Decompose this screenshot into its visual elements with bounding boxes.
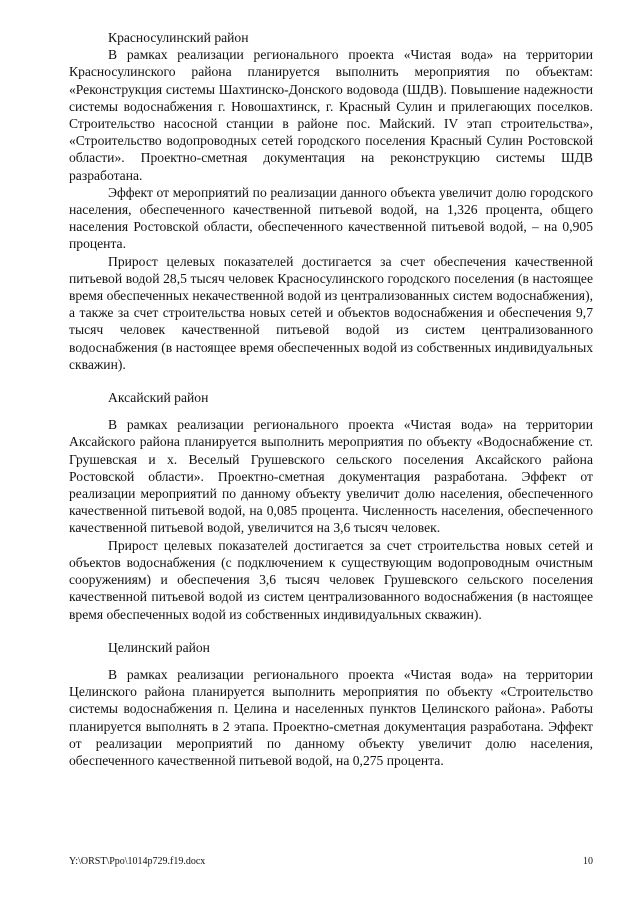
document-body (69, 29, 593, 769)
paragraph: В рамках реализации регионального проекта «Чистая вода» на территории Целинского района планируется выполнить мероприятия по объекту «Строительство системы водоснабжения п. Целина и населенных пунктов Целинского района». Работы планируется выполнять в 2 этапа. Проектно-сметная документация разработана. Эффект от реализации мероприятий по данному объекту увеличит долю населения, обеспеченного качественной питьевой водой, на 0,275 процента. (69, 666, 593, 768)
paragraph: В рамках реализации регионального проекта «Чистая вода» на территории Аксайского района планируется выполнить мероприятия по объекту «Водоснабжение ст. Грушевская и х. Веселый Грушевского сельского поселения Аксайского района Ростовской области». Проектно-сметная документация разработана. Эффект от реализации мероприятий по данному объекту увеличит долю населения, обеспеченного качественной питьевой водой, на 0,085 процента. Численность населения, обеспеченного качественной питьевой водой, увеличится на 3,6 тысяч человек. (69, 417, 593, 536)
page-number: 10 (583, 856, 593, 867)
paragraph: Эффект от мероприятий по реализации данного объекта увеличит долю городского населения, обеспеченного качественной питьевой водой, на 1,326 процента, общего населения Ростовской области, обеспеченного качественной питьевой водой, – на 0,905 процента. (69, 184, 593, 252)
section-tselinsky (69, 639, 593, 769)
section-heading: Красносулинский район (108, 30, 249, 45)
paragraph: Прирост целевых показателей достигается за счет строительства новых сетей и объектов водоснабжения (с подключением к существующим водопроводным очистным сооружениям) и обеспечения 3,6 тысяч человек Грушевского сельского поселения качественной питьевой водой из систем централизованного водоснабжения (в настоящее время обеспеченных водой из собственных индивидуальных скважин). (69, 537, 593, 622)
paragraph: Прирост целевых показателей достигается за счет обеспечения качественной питьевой водой 28,5 тысяч человек Красносулинского городского поселения (в настоящее время обеспеченных некачественной водой из централизованных систем водоснабжения), а также за счет строительства новых сетей и объектов водоснабжения и обеспечения 9,7 тысяч человек качественной питьевой водой из систем централизованного водоснабжения (в настоящее время обеспеченных водой из собственных индивидуальных скважин). (69, 253, 593, 372)
section-heading: Аксайский район (108, 390, 209, 406)
file-path: Y:\ORST\Ppo\1014p729.f19.docx (69, 856, 206, 867)
page-footer (69, 856, 593, 868)
section-heading: Целинский район (108, 639, 210, 655)
section-krasnosulinsky (69, 29, 593, 373)
section-aksaysky (69, 389, 593, 623)
paragraph: В рамках реализации регионального проекта «Чистая вода» на территории Красносулинского района планируется выполнить мероприятия по объектам: «Реконструкция системы Шахтинско-Донского водовода (ШДВ). Повышение надежности системы водоснабжения г. Новошахтинск, г. Красный Сулин и прилегающих поселков. Строительство насосной станции в районе пос. Майский. IV этап строительства», «Строительство водопроводных сетей городского поселения Красный Сулин Ростовской области». Проектно-сметная документация на реконструкцию системы ШДВ разработана. (69, 47, 593, 183)
